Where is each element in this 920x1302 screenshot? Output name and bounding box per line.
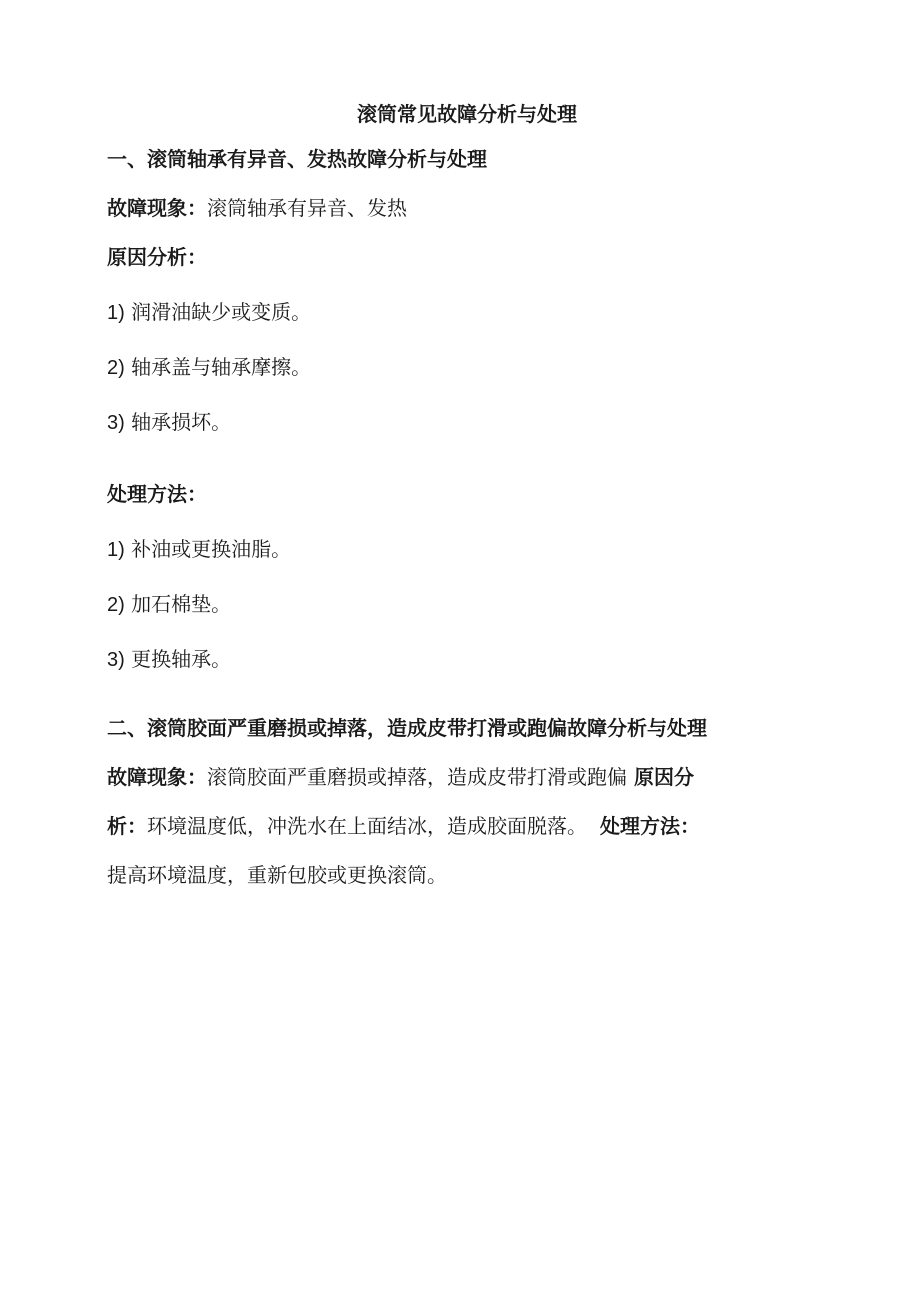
section-1-method-label: 处理方法： (107, 482, 207, 506)
cause-item (107, 354, 311, 381)
section-2-paragraph-line-3 (107, 862, 447, 888)
cause-number: 1) (107, 302, 125, 324)
method-item (107, 591, 231, 618)
method-label: 处理方法： (593, 814, 700, 838)
cause-item (107, 299, 311, 326)
method-item (107, 536, 291, 563)
phenomenon-label: 故障现象： (107, 196, 207, 220)
cause-number: 3) (107, 412, 125, 434)
method-text: 补油或更换油脂。 (124, 537, 292, 561)
method-item (107, 646, 231, 673)
method-text: 加石棉垫。 (124, 592, 232, 616)
section-1-cause-label: 原因分析： (107, 245, 207, 269)
cause-label-continued: 析： (107, 814, 147, 838)
cause-text: 润滑油缺少或变质。 (124, 300, 312, 324)
section-2-heading: 二、滚筒胶面严重磨损或掉落，造成皮带打滑或跑偏故障分析与处理 (107, 716, 707, 740)
section-2-paragraph-line-1 (107, 764, 694, 790)
cause-item (107, 409, 231, 436)
phenomenon-label: 故障现象： (107, 765, 207, 789)
section-1-heading: 一、滚筒轴承有异音、发热故障分析与处理 (107, 147, 487, 171)
method-number: 1) (107, 539, 125, 561)
cause-text: 轴承盖与轴承摩擦。 (124, 355, 312, 379)
method-number: 2) (107, 594, 125, 616)
section-2-paragraph-line-2 (107, 813, 700, 839)
method-number: 3) (107, 649, 125, 671)
method-text: 提高环境温度，重新包胶或更换滚筒。 (107, 863, 447, 887)
method-text: 更换轴承。 (124, 647, 232, 671)
cause-text: 轴承损坏。 (124, 410, 232, 434)
cause-text: 环境温度低，冲洗水在上面结冰，造成胶面脱落。 (147, 814, 587, 838)
document-title: 滚筒常见故障分析与处理 (357, 102, 577, 126)
cause-label: 原因分 (627, 765, 694, 789)
phenomenon-text: 滚筒胶面严重磨损或掉落，造成皮带打滑或跑偏 (207, 765, 627, 789)
phenomenon-text: 滚筒轴承有异音、发热 (207, 196, 407, 220)
cause-number: 2) (107, 357, 125, 379)
section-1-phenomenon (107, 195, 407, 221)
